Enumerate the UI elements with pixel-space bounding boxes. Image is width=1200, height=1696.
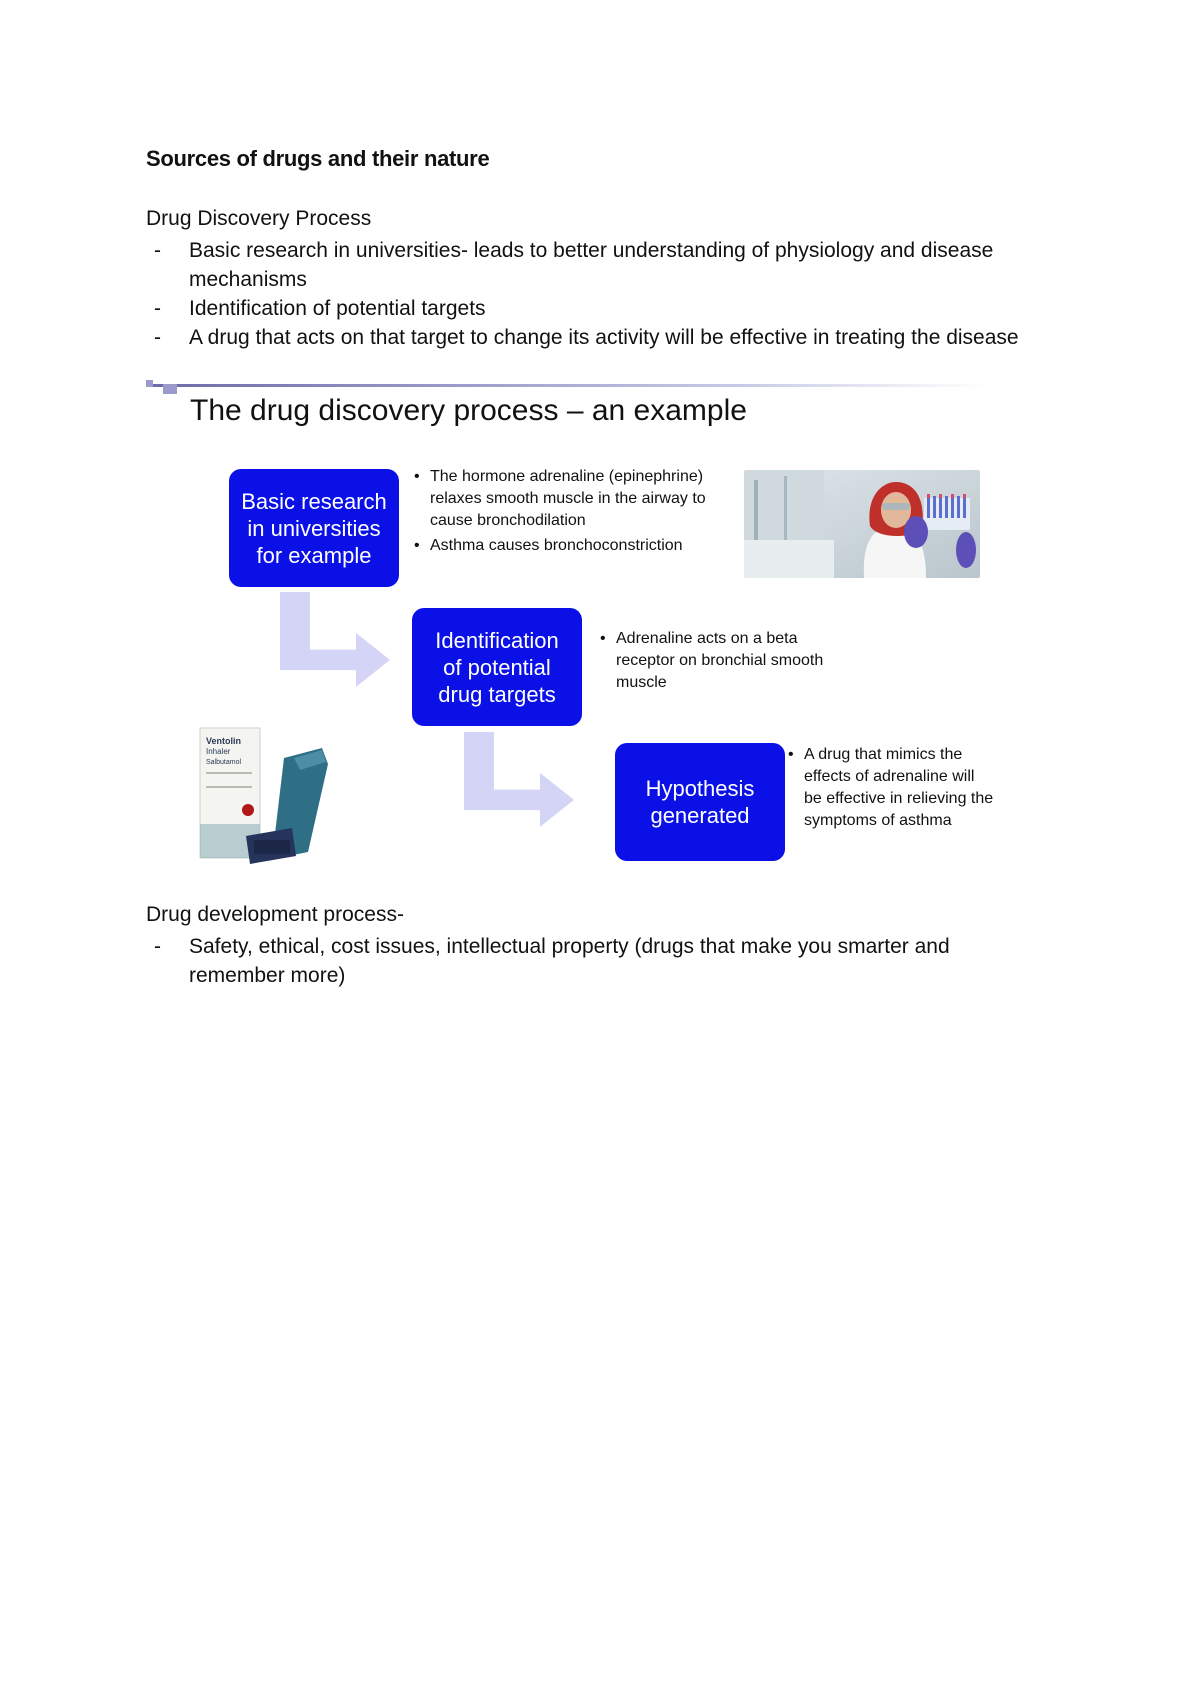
- development-heading: Drug development process-: [146, 903, 404, 926]
- dash-bullet: -: [154, 935, 161, 958]
- discovery-list: [146, 236, 1046, 352]
- dash-bullet: -: [154, 239, 161, 262]
- hypothesis-bullets: [786, 744, 996, 835]
- box-hypothesis: Hypothesis generated: [615, 743, 785, 861]
- list-item: • Asthma causes bronchoconstriction: [412, 535, 732, 557]
- list-item: - Safety, ethical, cost issues, intellectual property (drugs that make you smarter and remember more): [146, 932, 1046, 990]
- slide-title-rule: [146, 384, 986, 387]
- inhaler-drug-label: Salbutamol: [206, 759, 242, 766]
- list-item: - Identification of potential targets: [146, 294, 1046, 323]
- research-bullets: [412, 466, 732, 560]
- decorative-square: [163, 384, 177, 394]
- list-item: • The hormone adrenaline (epinephrine) relaxes smooth muscle in the airway to cause bronchodilation: [412, 466, 732, 532]
- inhaler-brand-label: Ventolin: [206, 736, 242, 746]
- development-list: [146, 932, 1046, 990]
- list-item: • A drug that mimics the effects of adrenaline will be effective in relieving the symptoms of asthma: [786, 744, 996, 832]
- embedded-slide: [146, 384, 1006, 864]
- researcher-photo-icon: [744, 470, 980, 578]
- list-item: - A drug that acts on that target to change its activity will be effective in treating the disease: [146, 323, 1046, 352]
- inhaler-product-icon: [196, 724, 346, 866]
- dash-bullet: -: [154, 326, 161, 349]
- document-title: Sources of drugs and their nature: [146, 146, 490, 171]
- list-item: - Basic research in universities- leads to better understanding of physiology and disease mechanisms: [146, 236, 1046, 294]
- inhaler-type-label: Inhaler: [206, 747, 231, 756]
- list-item: • Adrenaline acts on a beta receptor on bronchial smooth muscle: [598, 628, 843, 694]
- flow-arrow-icon: [464, 732, 576, 830]
- discovery-heading: Drug Discovery Process: [146, 207, 372, 230]
- flow-arrow-icon: [280, 592, 392, 690]
- dash-bullet: -: [154, 297, 161, 320]
- box-basic-research: Basic research in universities for example: [229, 469, 399, 587]
- decorative-square: [146, 380, 153, 387]
- slide-title: The drug discovery process – an example: [190, 394, 747, 427]
- targets-bullets: [598, 628, 843, 697]
- box-identification-targets: Identification of potential drug targets: [412, 608, 582, 726]
